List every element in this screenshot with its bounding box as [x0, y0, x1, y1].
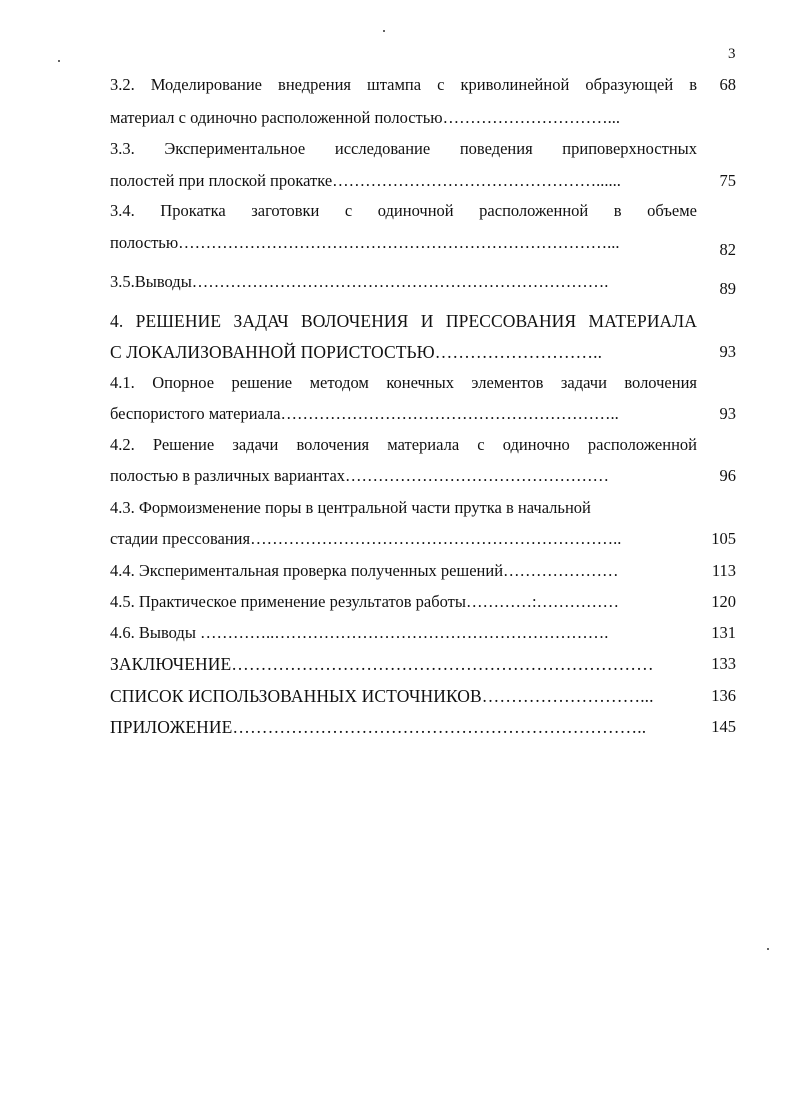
toc-entry-references-page: 136: [711, 686, 736, 705]
toc-entry-4-2-title-cont: полостью в различных вариантах…………………………………………: [110, 466, 610, 485]
scan-speck: [767, 948, 769, 950]
toc-entry-4-title: 4. РЕШЕНИЕ ЗАДАЧ ВОЛОЧЕНИЯ И ПРЕССОВАНИЯ МАТЕРИАЛА: [110, 311, 697, 331]
scan-speck: [383, 30, 385, 32]
toc-entry-4-4-page: 113: [711, 561, 736, 580]
toc-entry-4-6-page: 131: [711, 623, 736, 642]
toc-entry-references-title: СПИСОК ИСПОЛЬЗОВАННЫХ ИСТОЧНИКОВ………………………...: [110, 686, 654, 706]
scan-speck: [58, 60, 60, 62]
toc-entry-conclusion-title: ЗАКЛЮЧЕНИЕ………………………………………………………………: [110, 654, 654, 674]
toc-entry-4-2-title: 4.2. Решение задачи волочения материала с одиночно расположенной: [110, 435, 697, 454]
toc-entry-4-4-title: 4.4. Экспериментальная проверка полученных решений…………………: [110, 561, 619, 580]
toc-entry-4-2-page: 96: [719, 466, 736, 485]
toc-entry-4-5-title: 4.5. Практическое применение результатов работы…………:……………: [110, 592, 620, 611]
toc-entry-4-3-title: 4.3. Формоизменение поры в центральной части прутка в начальной: [110, 498, 591, 517]
toc-entry-3-5-page: 89: [719, 279, 736, 298]
toc-entry-3-5-title: 3.5.Выводы………………………………………………………………….: [110, 272, 609, 291]
toc-entry-3-2-title: 3.2. Моделирование внедрения штампа с криволинейной образующей в: [110, 75, 697, 94]
toc-entry-4-1-page: 93: [719, 404, 736, 423]
toc-entry-3-4-title: 3.4. Прокатка заготовки с одиночной расположенной в объеме: [110, 201, 697, 220]
toc-entry-3-4-title-cont: полостью……………………………………………………………………...: [110, 233, 620, 252]
toc-entry-appendix-title: ПРИЛОЖЕНИЕ……………………………………………………………..: [110, 717, 647, 737]
toc-entry-conclusion-page: 133: [711, 654, 736, 673]
toc-entry-3-3-page: 75: [719, 171, 736, 190]
toc-entry-4-3-page: 105: [711, 529, 736, 548]
toc-entry-4-6-title: 4.6. Выводы …………..…………………………………………………….: [110, 623, 609, 642]
toc-entry-3-2-title-cont: материал с одиночно расположенной полостью…………………………...: [110, 108, 620, 127]
page-number: 3: [728, 46, 736, 62]
toc-entry-4-5-page: 120: [711, 592, 736, 611]
toc-entry-3-3-title: 3.3. Экспериментальное исследование поведения приповерхностных: [110, 139, 697, 158]
toc-entry-3-4-page: 82: [719, 240, 736, 259]
toc-entry-3-2-page: 68: [719, 75, 736, 94]
toc-entry-4-3-title-cont: стадии прессования…………………………………………………………..: [110, 529, 622, 548]
toc-entry-4-page: 93: [719, 342, 736, 361]
toc-entry-3-3-title-cont: полостей при плоской прокатке…………………………………………......: [110, 171, 621, 190]
toc-entry-appendix-page: 145: [711, 717, 736, 736]
toc-entry-4-1-title-cont: беспористого материала……………………………………………………..: [110, 404, 619, 423]
toc-entry-4-title-cont: С ЛОКАЛИЗОВАННОЙ ПОРИСТОСТЬЮ………………………..: [110, 342, 603, 362]
toc-entry-4-1-title: 4.1. Опорное решение методом конечных элементов задачи волочения: [110, 373, 697, 392]
